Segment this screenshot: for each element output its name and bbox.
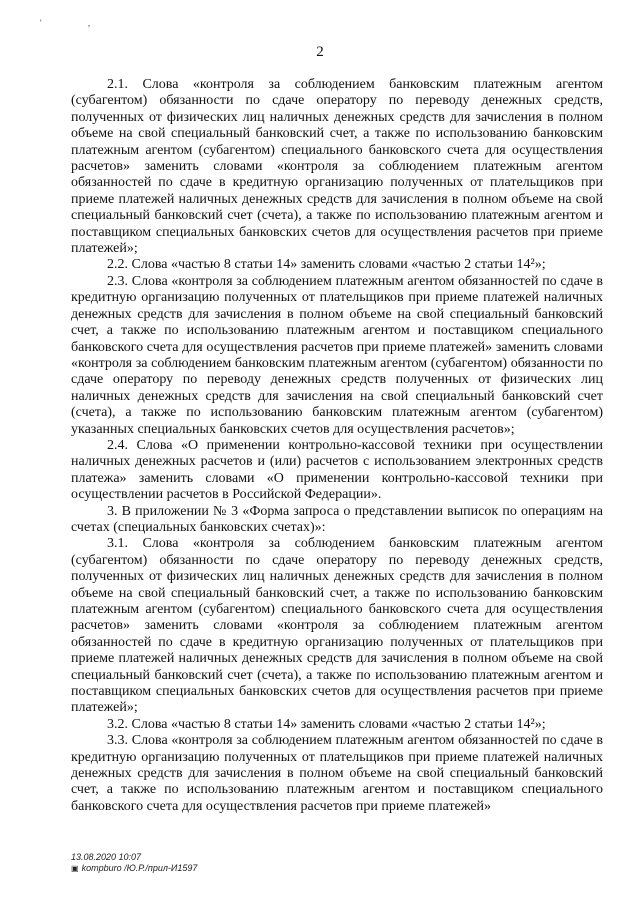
paragraph-2-1: 2.1. Слова «контроля за соблюдением банковским платежным агентом (субагентом) обязанности по сдаче оператору по переводу денежных средств, полученных от физических лиц наличных денежных средств для зачисления в полном объеме на свой специальный банковский счет, а также по использованию банковским платежным агентом (субагентом) специального банковского счета для осуществления расчетов» заменить словами «контроля за соблюдением платежным агентом обязанностей по сдаче в кредитную организацию полученных от плательщиков при приеме платежей наличных денежных средств для зачисления в полном объеме на свой специальный банковский счет (счета), а также по использованию платежным агентом и поставщиком специальных банковских счетов для осуществления расчетов при приеме платежей»; [71, 77, 603, 257]
paragraph-2-2: 2.2. Слова «частью 8 статьи 14» заменить словами «частью 2 статьи 14²»; [107, 257, 546, 273]
scan-artifact-marks: ' , [40, 18, 113, 28]
document-icon: ▣ [71, 864, 79, 873]
document-footer [71, 852, 197, 874]
footer-date: 13.08.2020 10:07 [71, 852, 142, 862]
footer-file: kompburo /Ю.Р./прил-И1597 [81, 863, 198, 873]
paragraph-3-2: 3.2. Слова «частью 8 статьи 14» заменить словами «частью 2 статьи 14²»; [107, 716, 546, 732]
paragraph-2-4: 2.4. Слова «О применении контрольно-кассовой техники при осуществлении наличных денежных расчетов и (или) расчетов с использованием электронных средств платежа» заменить словами «О применении контрольно-кассовой техники при осуществлении расчетов в Российской Федерации». [71, 437, 603, 503]
paragraph-2-3: 2.3. Слова «контроля за соблюдением платежным агентом обязанностей по сдаче в кредитную организацию полученных от плательщиков при приеме платежей наличных денежных средств для зачисления в полном объеме на свой специальный банковский счет, а также по использованию платежным агентом и поставщиком специального банковского счета для осуществления расчетов при приеме платежей» заменить словами «контроля за соблюдением банковским платежным агентом (субагентом) обязанности по сдаче оператору по переводу денежных средств полученных от физических лиц наличных денежных средств для зачисления на свой специальный банковский счет (счета), а также по использованию банковским платежным агентом (субагентом) указанных специальных банковских счетов для осуществления расчетов»; [71, 273, 603, 437]
paragraph-3-3: 3.3. Слова «контроля за соблюдением платежным агентом обязанностей по сдаче в кредитную организацию полученных от плательщиков при приеме платежей наличных денежных средств для зачисления в полном объеме на свой специальный банковский счет, а также по использованию платежным агентом и поставщиком специального банковского счета для осуществления расчетов при приеме платежей» [71, 733, 603, 814]
paragraph-3-1: 3.1. Слова «контроля за соблюдением банковским платежным агентом (субагентом) обязанности по сдаче оператору по переводу денежных средств, полученных от физических лиц наличных денежных средств для зачисления в полном объеме на свой специальный банковский счет, а также по использованию банковским платежным агентом (субагентом) специального банковского счета для осуществления расчетов» заменить словами «контроля за соблюдением платежным агентом обязанностей по сдаче в кредитную организацию полученных от плательщиков при приеме платежей наличных денежных средств для зачисления в полном объеме на свой специальный банковский счет (счета), а также по использованию платежным агентом и поставщиком специальных банковских счетов для осуществления расчетов при приеме платежей»; [71, 536, 603, 716]
page-number: 2 [316, 44, 324, 60]
footer-file-line [71, 863, 197, 874]
document-body [71, 77, 603, 815]
paragraph-3: 3. В приложении № 3 «Форма запроса о представлении выписок по операциям на счетах (специальных банковских счетах)»: [71, 503, 603, 535]
